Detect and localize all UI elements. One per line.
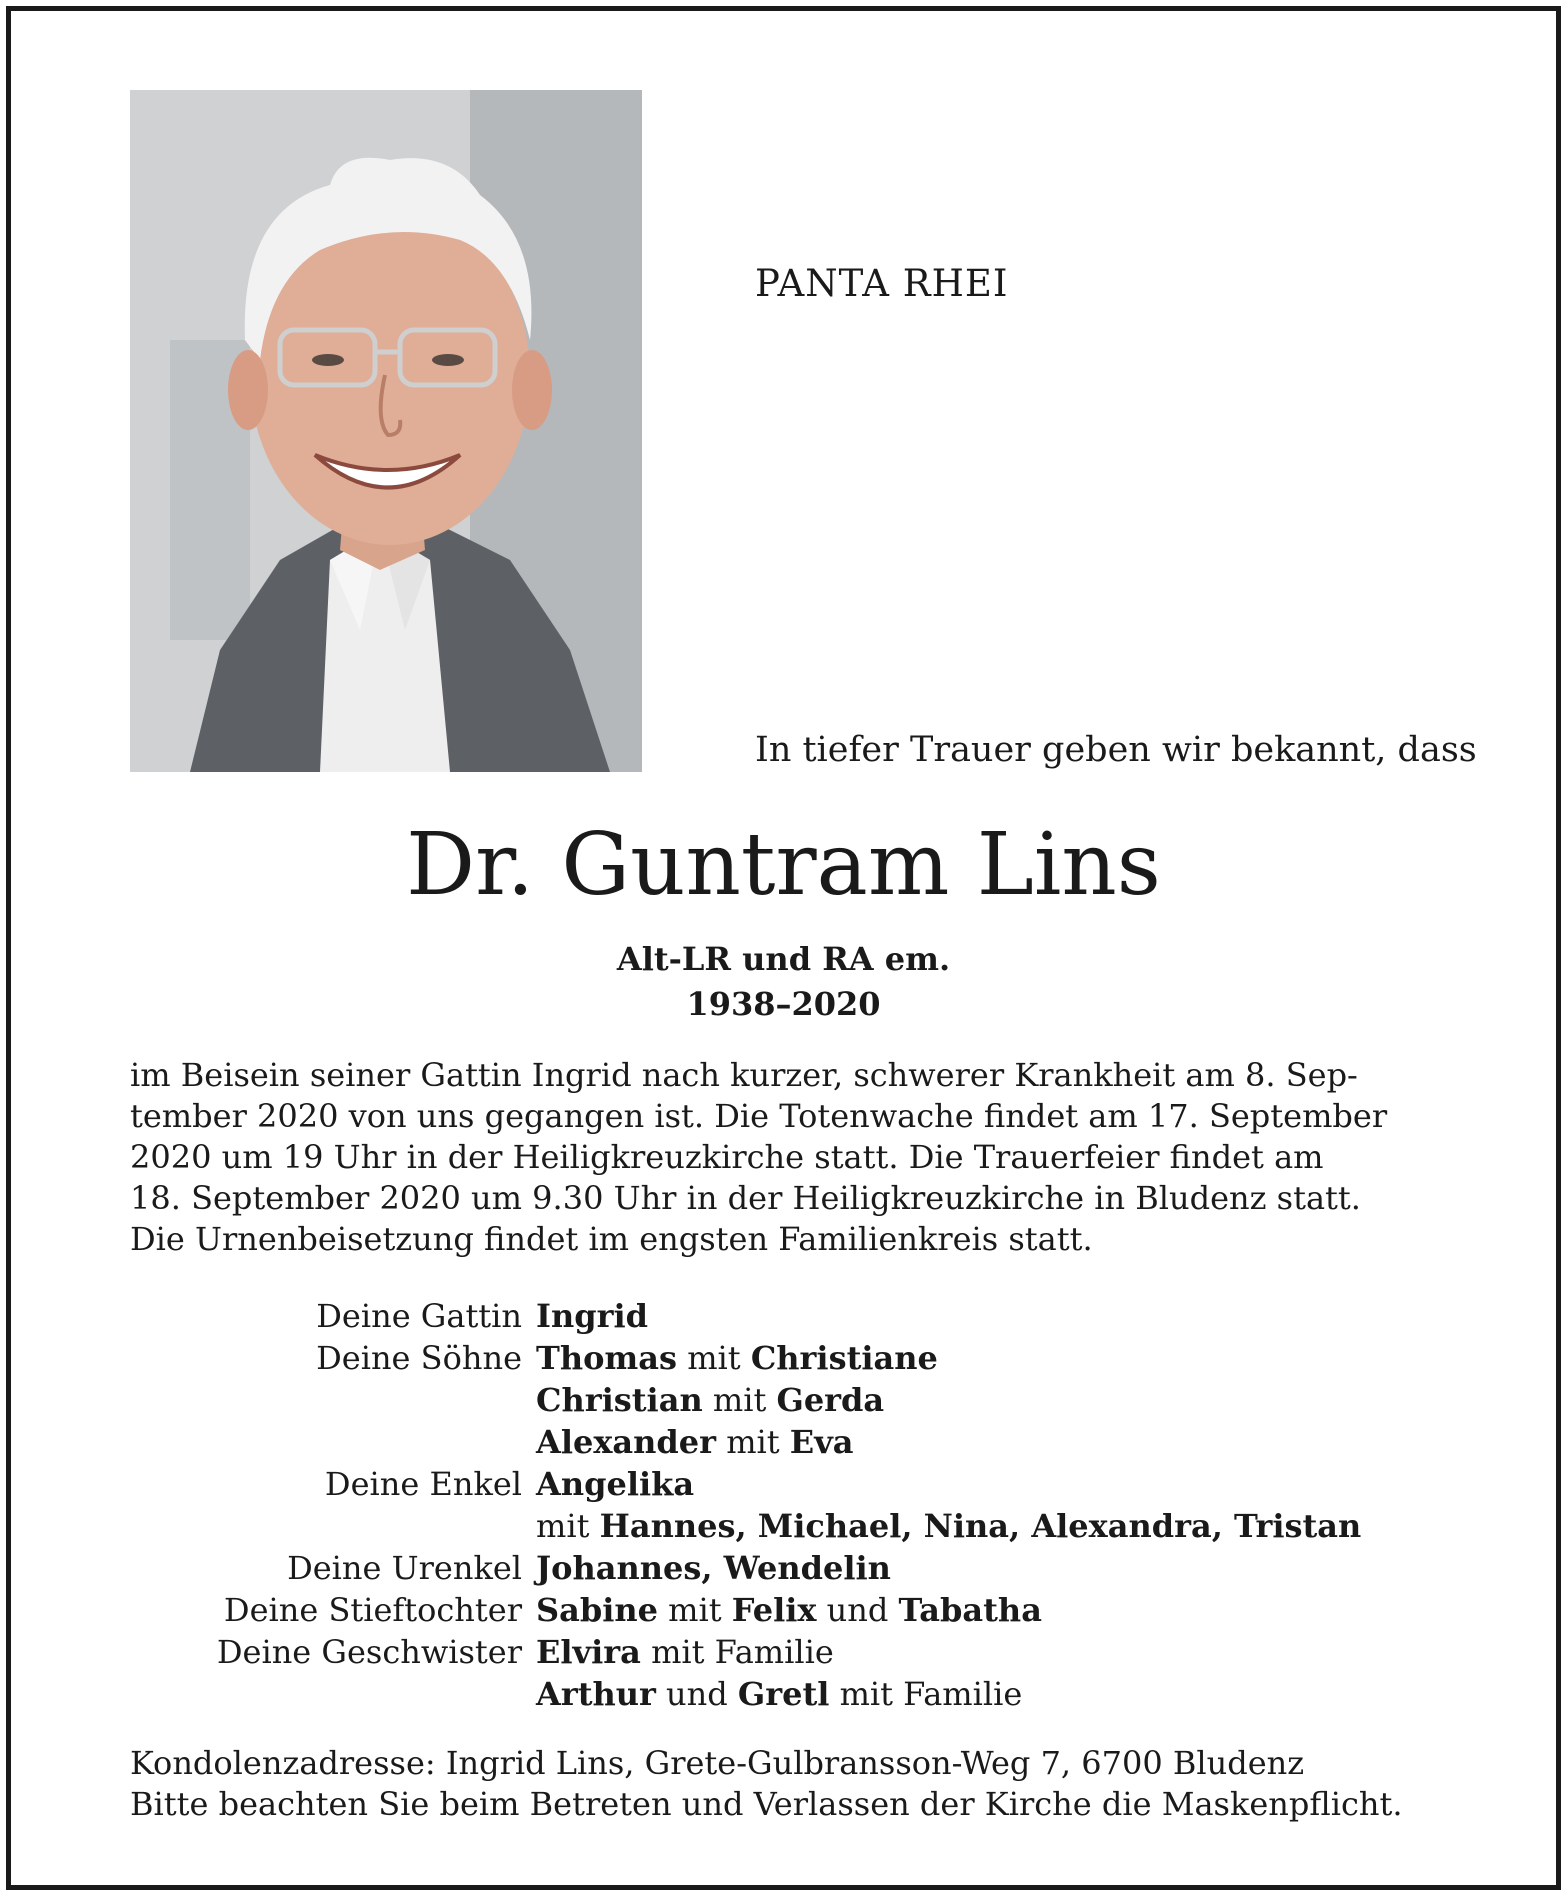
family-name: Christiane [750,1339,938,1377]
connector: und [826,1591,889,1629]
connector: und [666,1675,728,1713]
family-name: Ingrid [536,1297,648,1335]
family-row-enkel-partners [130,1505,1361,1547]
family-label: Deine Gattin [316,1297,522,1335]
family-row-stieftochter [130,1589,1361,1631]
family-name: Arthur [536,1675,656,1713]
announcement-line: 18. September 2020 um 9.30 Uhr in der Heiligkreuzkirche in Bludenz statt. [130,1179,1361,1217]
family-row-geschwister [130,1631,1361,1673]
portrait-photo [130,90,642,772]
family-list [130,1295,1361,1715]
footer [130,1743,1403,1825]
announcement-line: 2020 um 19 Uhr in der Heiligkreuzkirche statt. Die Trauerfeier findet am [130,1138,1324,1176]
connector: mit [687,1339,741,1377]
family-row-soehne [130,1337,1361,1379]
family-name: Hannes, Michael, Nina, Alexandra, Tristan [599,1507,1362,1545]
family-label: Deine Geschwister [216,1633,522,1671]
connector: mit [726,1423,780,1461]
family-row-enkel [130,1463,1361,1505]
mask-note: Bitte beachten Sie beim Betreten und Verlassen der Kirche die Maskenpflicht. [130,1785,1403,1823]
family-label: Deine Söhne [316,1339,522,1377]
announcement-text [130,1055,1440,1260]
portrait-illustration [130,90,642,772]
family-label: Deine Urenkel [287,1549,522,1587]
family-name: Johannes, Wendelin [536,1549,891,1587]
connector: mit [651,1633,705,1671]
family-name: Christian [536,1381,703,1419]
family-row-sohn2 [130,1379,1361,1421]
family-name: Elvira [536,1633,641,1671]
family-name: Eva [789,1423,854,1461]
condolence-address: Kondolenzadresse: Ingrid Lins, Grete-Gulbransson-Weg 7, 6700 Bludenz [130,1744,1305,1782]
connector: mit [712,1381,767,1419]
family-label: Deine Enkel [324,1465,522,1503]
family-row-sohn3 [130,1421,1361,1463]
family-name: Thomas [536,1339,678,1377]
announcement-line: Die Urnenbeisetzung findet im engsten Familienkreis statt. [130,1220,1093,1258]
family-row-urenkel [130,1547,1361,1589]
connector: mit [839,1675,893,1713]
family-name: Angelika [536,1465,695,1503]
intro-text: In tiefer Trauer geben wir bekannt, dass [755,730,1477,770]
family-name: Felix [731,1591,817,1629]
family-name: Tabatha [898,1591,1042,1629]
announcement-line: im Beisein seiner Gattin Ingrid nach kurzer, schwerer Krankheit am 8. Sep- [130,1056,1358,1094]
family-note: Familie [903,1675,1023,1713]
announcement-line: tember 2020 von uns gegangen ist. Die Totenwache findet am 17. September [130,1097,1388,1135]
life-years: 1938–2020 [686,985,881,1023]
family-name: Gretl [737,1675,830,1713]
deceased-name: Dr. Guntram Lins [406,815,1161,915]
connector: mit [668,1591,722,1629]
connector: mit [536,1507,590,1545]
family-name: Gerda [776,1381,885,1419]
family-name: Alexander [536,1423,717,1461]
family-row-geschwister2 [130,1673,1361,1715]
deceased-title: Alt-LR und RA em. [616,940,951,978]
family-row-gattin [130,1295,1361,1337]
motto: PANTA RHEI [755,262,1009,305]
family-label: Deine Stieftochter [223,1591,522,1629]
family-note: Familie [714,1633,834,1671]
family-name: Sabine [536,1591,658,1629]
